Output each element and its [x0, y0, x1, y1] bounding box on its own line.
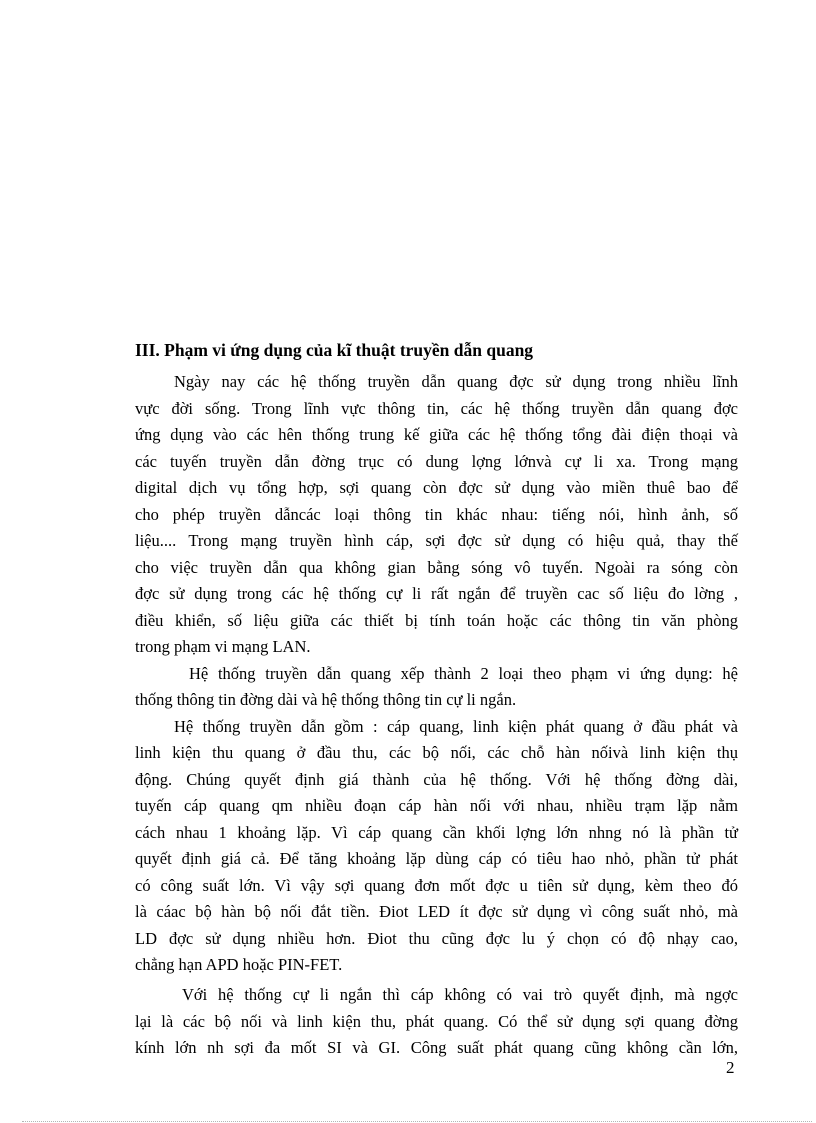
- body-line: trong phạm vi mạng LAN.: [135, 637, 311, 656]
- body-line: là cáac bộ hàn bộ nối đắt tiền. Điot LED ít đợc sử dụng vì công suất nhỏ, mà: [135, 902, 738, 921]
- body-line: ứng dụng vào các hên thống trung kế giữa các hệ thống tổng đài điện thoại và: [135, 425, 738, 444]
- body-line: linh kiện thu quang ở đầu thu, các bộ nối, các chỗ hàn nốivà linh kiện thụ: [135, 743, 738, 762]
- body-line: thống thông tin đờng dài và hệ thống thông tin cự li ngắn.: [135, 690, 517, 709]
- body-line: Ngày nay các hệ thống truyền dẫn quang đợc sử dụng trong nhiều lĩnh: [174, 372, 738, 391]
- body-line: có công suất lớn. Vì vậy sợi quang đơn mốt đợc u tiên sử dụng, kèm theo đó: [135, 876, 738, 895]
- body-line: cho việc truyền dẫn qua không gian bằng sóng vô tuyến. Ngoài ra sóng còn: [135, 558, 738, 577]
- page-bottom-divider: [22, 1121, 812, 1122]
- body-line: digital dịch vụ tổng hợp, sợi quang còn đợc sử dụng vào miền thuê bao để: [135, 478, 738, 497]
- body-line: Hệ thống truyền dẫn quang xếp thành 2 loại theo phạm vi ứng dụng: hệ: [189, 664, 738, 683]
- body-line: tuyến cáp quang qm nhiều đoạn cáp hàn nối với nhau, nhiều trạm lặp nằm: [135, 796, 738, 815]
- section-heading: III. Phạm vi ứng dụng của kĩ thuật truyền dẫn quang: [135, 340, 534, 360]
- body-line: vực đời sống. Trong lĩnh vực thông tin, các hệ thống truyền dẫn quang đợc: [135, 399, 738, 418]
- page-number: 2: [726, 1058, 735, 1077]
- body-line: liệu.... Trong mạng truyền hình cáp, sợi đợc sử dụng có hiệu quả, thay thế: [135, 531, 738, 550]
- body-line: cho phép truyền dẫncác loại thông tin khác nhau: tiếng nói, hình ảnh, số: [135, 505, 738, 524]
- body-line: LD đợc sử dụng nhiều hơn. Điot thu cũng đợc lu ý chọn có độ nhạy cao,: [135, 929, 738, 948]
- body-line: điều khiển, số liệu giữa các thiết bị tính toán hoặc các thông tin văn phòng: [135, 611, 738, 630]
- body-line: Hệ thống truyền dẫn gồm : cáp quang, linh kiện phát quang ở đầu phát và: [174, 717, 738, 736]
- body-line: các tuyến truyền dẫn đờng trục có dung lợng lớnvà cự li xa. Trong mạng: [135, 452, 738, 471]
- body-line: chẳng hạn APD hoặc PIN-FET.: [135, 955, 343, 974]
- body-line: kính lớn nh sợi đa mốt SI và GI. Công suất phát quang cũng không cần lớn,: [135, 1038, 738, 1057]
- body-line: đợc sử dụng trong các hệ thống cự li rất ngắn để truyền cac số liệu đo lờng ,: [135, 584, 738, 603]
- body-line: lại là các bộ nối và linh kiện thu, phát quang. Có thể sử dụng sợi quang đờng: [135, 1012, 738, 1031]
- body-line: động. Chúng quyết định giá thành của hệ thống. Với hệ thống đờng dài,: [135, 770, 738, 789]
- body-line: quyết định giá cả. Để tăng khoảng lặp dùng cáp có tiêu hao nhỏ, phần tử phát: [135, 849, 738, 868]
- body-line: Với hệ thống cự li ngắn thì cáp không có vai trò quyết định, mà ngợc: [182, 985, 738, 1004]
- body-line: cách nhau 1 khoảng lặp. Vì cáp quang cần khối lợng lớn nhng nó là phần tử: [135, 823, 738, 842]
